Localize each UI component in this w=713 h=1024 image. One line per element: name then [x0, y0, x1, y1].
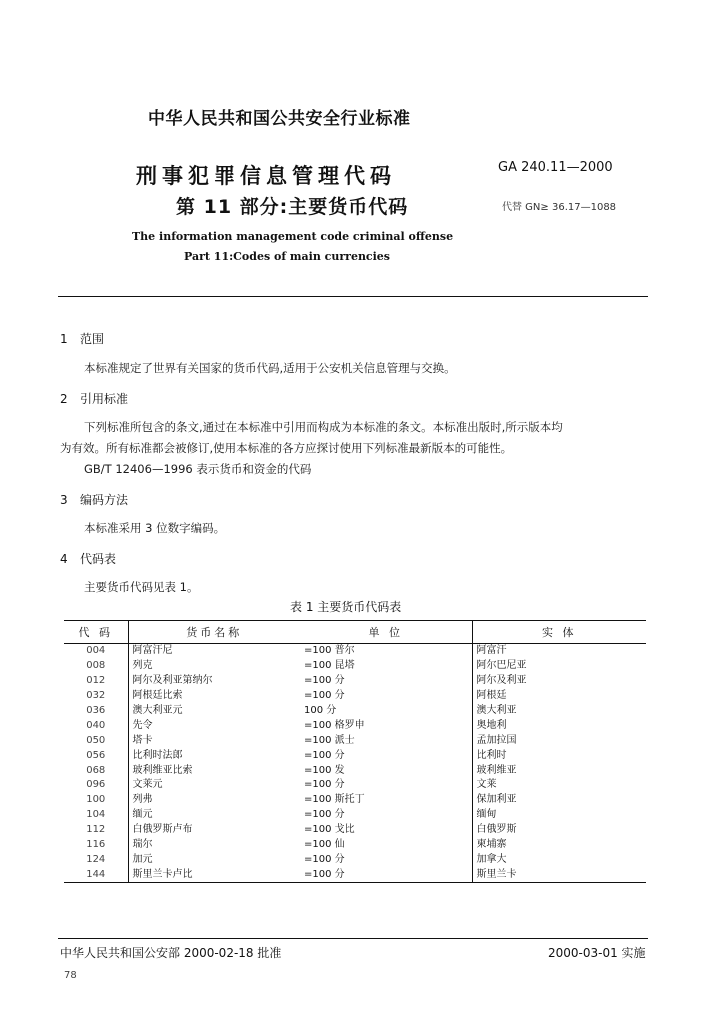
section-3-body: 本标准采用 3 位数字编码。	[84, 521, 226, 535]
row-code: 008	[86, 660, 106, 672]
row-unit: =100 昆塔	[304, 660, 355, 672]
row-code: 036	[86, 705, 106, 716]
header-code: 代 码	[64, 621, 128, 644]
row-unit: 100 分	[304, 705, 337, 716]
section-2-body-line1: 下列标准所包含的条文,通过在本标准中引用而构成为本标准的条文。本标准出版时,所示版本均	[84, 420, 563, 434]
org-title: 中华人民共和国公共安全行业标准	[148, 109, 411, 129]
approval-note: 中华人民共和国公安部 2000-02-18 批准	[60, 946, 282, 960]
table-row	[64, 778, 646, 793]
row-code: 124	[86, 853, 106, 865]
row-unit: =100 发	[304, 764, 345, 776]
row-currency-name: 阿富汗尼	[128, 644, 300, 659]
row-currency-name: 先令	[128, 718, 300, 733]
section-2-reference: GB/T 12406—1996 表示货币和资金的代码	[84, 462, 312, 476]
table-row	[64, 838, 646, 853]
row-entity: 阿尔及利亚	[472, 674, 646, 689]
row-unit: =100 分	[304, 809, 345, 821]
table-header-row	[64, 621, 646, 644]
section-number: 1	[60, 332, 68, 346]
row-unit: =100 格罗申	[304, 719, 365, 731]
row-unit: =100 分	[304, 779, 345, 791]
section-4-heading	[60, 550, 116, 567]
row-entity: 澳大利亚	[472, 704, 646, 719]
row-unit: =100 分	[304, 853, 345, 865]
row-unit: =100 仙	[304, 839, 345, 851]
table-row	[64, 689, 646, 704]
row-code: 112	[86, 824, 106, 836]
section-4-body: 主要货币代码见表 1。	[84, 580, 199, 594]
row-entity: 比利时	[472, 748, 646, 763]
row-currency-name: 列克	[128, 659, 300, 674]
table-row	[64, 852, 646, 867]
table-row	[64, 659, 646, 674]
row-code: 096	[86, 779, 106, 791]
row-currency-name: 澳大利亚元	[128, 704, 300, 719]
section-1-heading	[60, 330, 104, 347]
row-unit: =100 分	[304, 675, 345, 687]
row-entity: 缅甸	[472, 808, 646, 823]
english-title-line1: The information management code criminal offense	[132, 230, 454, 243]
row-code: 040	[86, 719, 106, 731]
header-divider	[58, 296, 648, 297]
section-title: 引用标准	[80, 392, 129, 406]
table-row	[64, 733, 646, 748]
table-row	[64, 718, 646, 733]
row-currency-name: 列弗	[128, 793, 300, 808]
section-2-body-line2: 为有效。所有标准都会被修订,使用本标准的各方应探讨使用下列标准最新版本的可能性。	[60, 441, 513, 455]
table-row	[64, 763, 646, 778]
row-entity: 阿根廷	[472, 689, 646, 704]
row-entity: 孟加拉国	[472, 733, 646, 748]
row-currency-name: 阿尔及利亚第纳尔	[128, 674, 300, 689]
section-number: 4	[60, 552, 68, 566]
section-2-heading	[60, 390, 128, 407]
row-currency-name: 比利时法郎	[128, 748, 300, 763]
row-currency-name: 阿根廷比索	[128, 689, 300, 704]
row-currency-name: 瑞尔	[128, 838, 300, 853]
table-row	[64, 823, 646, 838]
row-entity: 玻利维亚	[472, 763, 646, 778]
section-title: 编码方法	[80, 493, 129, 507]
section-3-heading	[60, 491, 128, 508]
row-entity: 柬埔寨	[472, 838, 646, 853]
document-title: 刑事犯罪信息管理代码	[136, 164, 396, 188]
row-entity: 斯里兰卡	[472, 867, 646, 882]
section-number: 3	[60, 493, 68, 507]
row-unit: =100 分	[304, 749, 345, 761]
row-currency-name: 缅元	[128, 808, 300, 823]
replaces-note: 代替 GN≥ 36.17—1088	[502, 202, 617, 213]
row-currency-name: 白俄罗斯卢布	[128, 823, 300, 838]
section-title: 代码表	[80, 552, 117, 566]
row-entity: 阿富汗	[472, 644, 646, 659]
row-code: 116	[86, 839, 106, 851]
table-row	[64, 674, 646, 689]
english-title-line2: Part 11:Codes of main currencies	[184, 250, 391, 263]
row-unit: =100 戈比	[304, 824, 355, 836]
row-entity: 白俄罗斯	[472, 823, 646, 838]
document-subtitle: 第 11 部分:主要货币代码	[176, 196, 409, 218]
header-unit: 单 位	[300, 621, 472, 644]
row-code: 104	[86, 809, 106, 821]
row-entity: 保加利亚	[472, 793, 646, 808]
row-unit: =100 分	[304, 690, 345, 702]
row-unit: =100 普尔	[304, 645, 355, 657]
row-currency-name: 斯里兰卡卢比	[128, 867, 300, 882]
row-code: 004	[86, 645, 106, 657]
section-number: 2	[60, 392, 68, 406]
row-currency-name: 玻利维亚比索	[128, 763, 300, 778]
row-unit: =100 派士	[304, 734, 355, 746]
row-entity: 文莱	[472, 778, 646, 793]
row-code: 012	[86, 675, 106, 687]
row-currency-name: 文莱元	[128, 778, 300, 793]
implementation-date: 2000-03-01 实施	[548, 946, 646, 960]
row-currency-name: 塔卡	[128, 733, 300, 748]
row-unit: =100 分	[300, 867, 472, 882]
row-entity: 阿尔巴尼亚	[472, 659, 646, 674]
row-entity: 加拿大	[472, 852, 646, 867]
section-title: 范围	[80, 332, 105, 346]
table-caption: 表 1 主要货币代码表	[290, 600, 402, 614]
row-entity: 奥地利	[472, 718, 646, 733]
table-row	[64, 867, 646, 882]
row-code: 144	[64, 867, 128, 882]
row-code: 068	[86, 764, 106, 776]
row-code: 056	[86, 749, 106, 761]
row-code: 032	[86, 690, 106, 702]
currency-code-table	[64, 620, 646, 883]
table-row	[64, 748, 646, 763]
section-1-body: 本标准规定了世界有关国家的货币代码,适用于公安机关信息管理与交换。	[84, 361, 456, 375]
row-unit: =100 斯托丁	[304, 794, 365, 806]
page-number: 78	[64, 970, 77, 981]
row-currency-name: 加元	[128, 852, 300, 867]
header-name: 货币名称	[128, 621, 300, 644]
footer-divider	[58, 938, 648, 939]
table-row	[64, 704, 646, 719]
table-row	[64, 644, 646, 659]
standard-number: GA 240.11—2000	[498, 160, 613, 175]
row-code: 050	[86, 734, 106, 746]
row-code: 100	[86, 794, 106, 806]
table-row	[64, 793, 646, 808]
table-row	[64, 808, 646, 823]
header-entity: 实 体	[472, 621, 646, 644]
